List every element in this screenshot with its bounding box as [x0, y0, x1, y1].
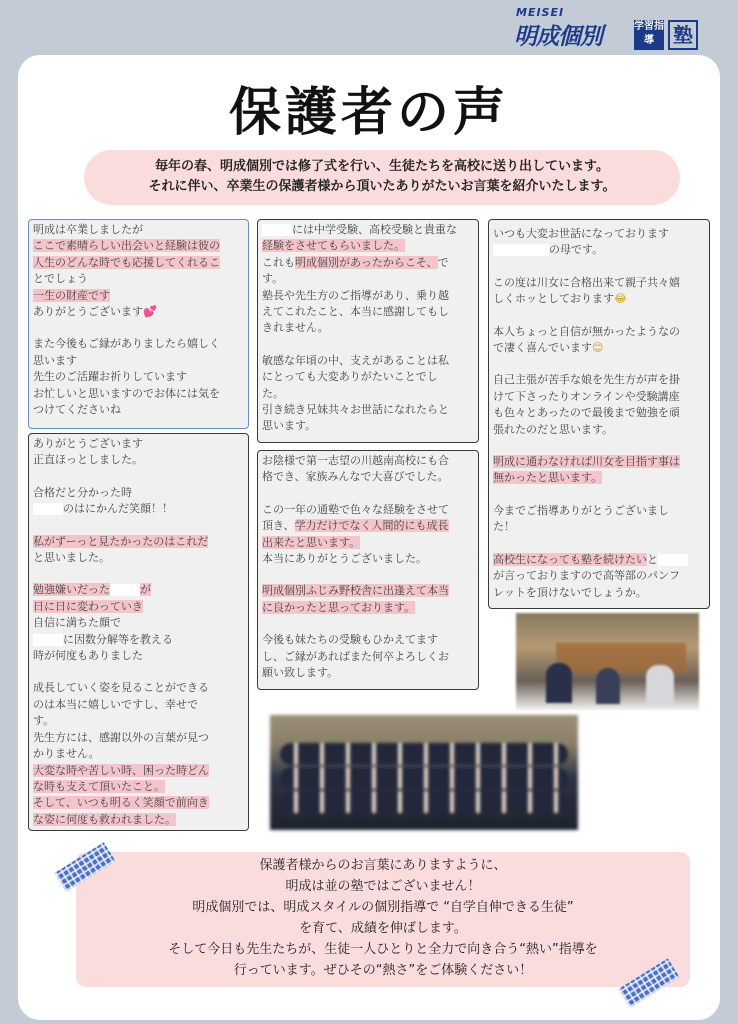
card-text: この一年の通塾で色々な経験をさせて [262, 502, 449, 516]
closing-line: を育て、成績を伸ばします。 [299, 921, 467, 936]
page-title: 保護者の声 [228, 83, 509, 143]
card-text: レットを頂けないでしょうか。 [493, 585, 647, 599]
card-text-highlight: 一生の財産です [33, 288, 110, 302]
redacted-name [33, 503, 63, 515]
card-text: きれません。 [262, 321, 329, 335]
card-text-highlight: 無かったと思います。 [493, 471, 603, 485]
card-text: 合格だと分かった時 [33, 485, 132, 499]
card-text: 思います。 [262, 419, 317, 433]
card-text: かりません。 [33, 747, 100, 761]
redacted-name [262, 224, 292, 236]
card-text: た。 [262, 386, 284, 400]
card-text: また今後もご縁がありましたら嬉しく [33, 337, 220, 351]
redacted-name [33, 634, 63, 646]
testimonial-card-2 [257, 219, 479, 443]
logo-badge: 学習指導 [634, 20, 664, 50]
closing-line: そして今日も先生たちが、生徒一人ひとりと全力で向き合う“熱い”指導を [168, 942, 598, 957]
card-text: で凄く喜んでいます [493, 341, 592, 355]
card-text-highlight: 明成に通わなければ川女を目指す事は [493, 455, 680, 469]
testimonial-card-5 [257, 450, 479, 690]
redacted-name [658, 554, 688, 566]
logo-romaji: MEISEI [516, 6, 565, 19]
card-text-highlight: 人生のどんな時でも応援してくれるこ [33, 255, 220, 269]
heart-icon: 💕 [143, 305, 157, 319]
card-text: にとっても大変ありがたいことでし [262, 370, 438, 384]
testimonial-card-4 [28, 433, 249, 831]
card-text: 先生のご活躍お祈りしています [33, 370, 187, 384]
closing-line: 保護者様からのお言葉にありますように、 [259, 858, 507, 873]
card-text: 今までご指導ありがとうございまし [493, 503, 669, 517]
card-text-highlight: 勉強嫌いだった [33, 583, 110, 597]
card-text: す。 [262, 272, 284, 286]
redacted-name [110, 584, 140, 596]
card-text: 張れたのだと思います。 [493, 422, 614, 436]
card-text: 願い致します。 [262, 666, 339, 680]
card-text-highlight: 日に日に変わっていき [33, 599, 143, 613]
card-text: この度は川女に合格出来て親子共々嬉 [493, 275, 680, 289]
closing-line: 明成は並の塾ではございません！ [285, 879, 481, 894]
card-text: 塾長や先生方のご指導があり、乗り越 [262, 288, 449, 302]
card-text: とでしょう [33, 272, 88, 286]
card-text: 引き続き兄妹共々お世話になれたらと [262, 403, 449, 417]
logo-name: 明成個別 [514, 24, 602, 50]
closing-line: 行っています。ぜひその“熱さ”をご体験ください！ [233, 963, 533, 978]
card-text: も色々とあったので最後まで勉強を頑 [493, 406, 680, 420]
classroom-photo [516, 613, 699, 710]
card-text: し、ご縁があればまた何卒よろしくお [262, 649, 449, 663]
card-text: 先生方には、感謝以外の言葉が見つ [33, 730, 209, 744]
closing-message [76, 852, 690, 987]
card-text: これも [262, 255, 295, 269]
card-text-highlight: 経験をさせてもらいました。 [262, 239, 405, 253]
card-text-highlight: が [140, 583, 151, 597]
card-text-highlight: 高校生になっても塾を続けたい [493, 552, 647, 566]
card-text: と思いました。 [33, 551, 110, 565]
card-text-highlight: 明成個別があったからこそ、 [295, 255, 438, 269]
card-text: す。 [33, 714, 55, 728]
card-text: 頂き、 [262, 519, 295, 533]
card-text: いつも大変お世話になっております [493, 227, 669, 240]
card-text-highlight: に良かったと思っております。 [262, 600, 416, 614]
card-text: 成長していく姿を見ることができる [33, 681, 209, 695]
card-text-highlight: ここで素晴らしい出会いと経験は彼の [33, 239, 220, 253]
laughing-emoji-icon: 😂 [614, 292, 627, 306]
card-text: けて下さったりオンラインや受験講座 [493, 389, 680, 403]
card-text: 本当にありがとうございました。 [262, 552, 427, 566]
card-text: と [647, 552, 658, 566]
card-text: 明成は卒業しましたが [33, 223, 143, 236]
closing-line: 明成個別では、明成スタイルの個別指導で “自学自伸できる生徒” [192, 900, 574, 915]
intro-line: それに伴い、卒業生の保護者様から頂いたありがたいお言葉を紹介いたします。 [148, 179, 616, 194]
card-text: つけてくださいね [33, 403, 121, 417]
card-text-highlight: 出来たと思います。 [262, 535, 361, 549]
card-text: 時が何度もありました [33, 649, 143, 663]
testimonial-card-3 [488, 219, 710, 609]
smile-emoji-icon: 😊 [592, 341, 604, 355]
card-text: のは本当に嬉しいですし、幸せで [33, 697, 198, 711]
card-text: 格でき、家族みんなで大喜びでした。 [262, 470, 449, 484]
card-text: に因数分解等を教える [63, 632, 173, 646]
card-text: の母です。 [549, 243, 604, 257]
card-text: えてこれたこと、本当に感謝してもし [262, 305, 449, 319]
logo-juku: 塾 [668, 20, 698, 50]
card-text: 敏感な年頃の中、支えがあることは私 [262, 353, 449, 367]
card-text: お忙しいと思いますのでお体には気を [33, 386, 220, 400]
card-text-highlight: 明成個別ふじみ野校舎に出逢えて本当 [262, 584, 449, 598]
card-text: た！ [493, 520, 515, 534]
card-text: しくホッとしております [493, 292, 614, 306]
card-text: 今後も妹たちの受験もひかえてます [262, 633, 438, 647]
card-text: で [437, 255, 449, 269]
card-text-highlight: な時も支えて頂いたこと。 [33, 779, 165, 793]
card-text-highlight: な姿に何度も救われました。 [33, 812, 176, 826]
card-text: のはにかんだ笑顔！！ [63, 502, 173, 516]
card-text: ありがとうございます [33, 305, 143, 319]
card-text-highlight: 学力だけでなく人間的にも成長 [294, 519, 449, 533]
brand-logo [510, 4, 700, 50]
card-text-highlight: 私がずーっと見たかったのはこれだ [33, 534, 209, 548]
card-text: 本人ちょっと自信が無かったようなの [493, 324, 680, 338]
intro-line: 毎年の春、明成個別では修了式を行い、生徒たちを高校に送り出しています。 [155, 159, 609, 174]
card-text: ありがとうございます [33, 437, 143, 450]
card-text: 自信に満ちた顔で [33, 616, 121, 630]
card-text: には中学受験、高校受験と貴重な [292, 223, 457, 236]
testimonial-card-1 [28, 219, 249, 429]
card-text: お陰様で第一志望の川越南高校にも合 [262, 454, 449, 467]
card-text: 正直ほっとしました。 [33, 453, 143, 467]
card-text: 自己主張が苦手な娘を先生方が声を掛 [493, 373, 680, 387]
card-text-highlight: そして、いつも明るく笑顔で前向き [33, 796, 209, 810]
intro-banner [84, 150, 680, 205]
card-text: 思います [33, 353, 77, 367]
card-text-highlight: 大変な時や苦しい時、困った時どん [33, 763, 209, 777]
redacted-name [493, 244, 549, 256]
group-photo [270, 715, 578, 830]
card-text: が言っておりますので高等部のパンフ [493, 569, 680, 583]
